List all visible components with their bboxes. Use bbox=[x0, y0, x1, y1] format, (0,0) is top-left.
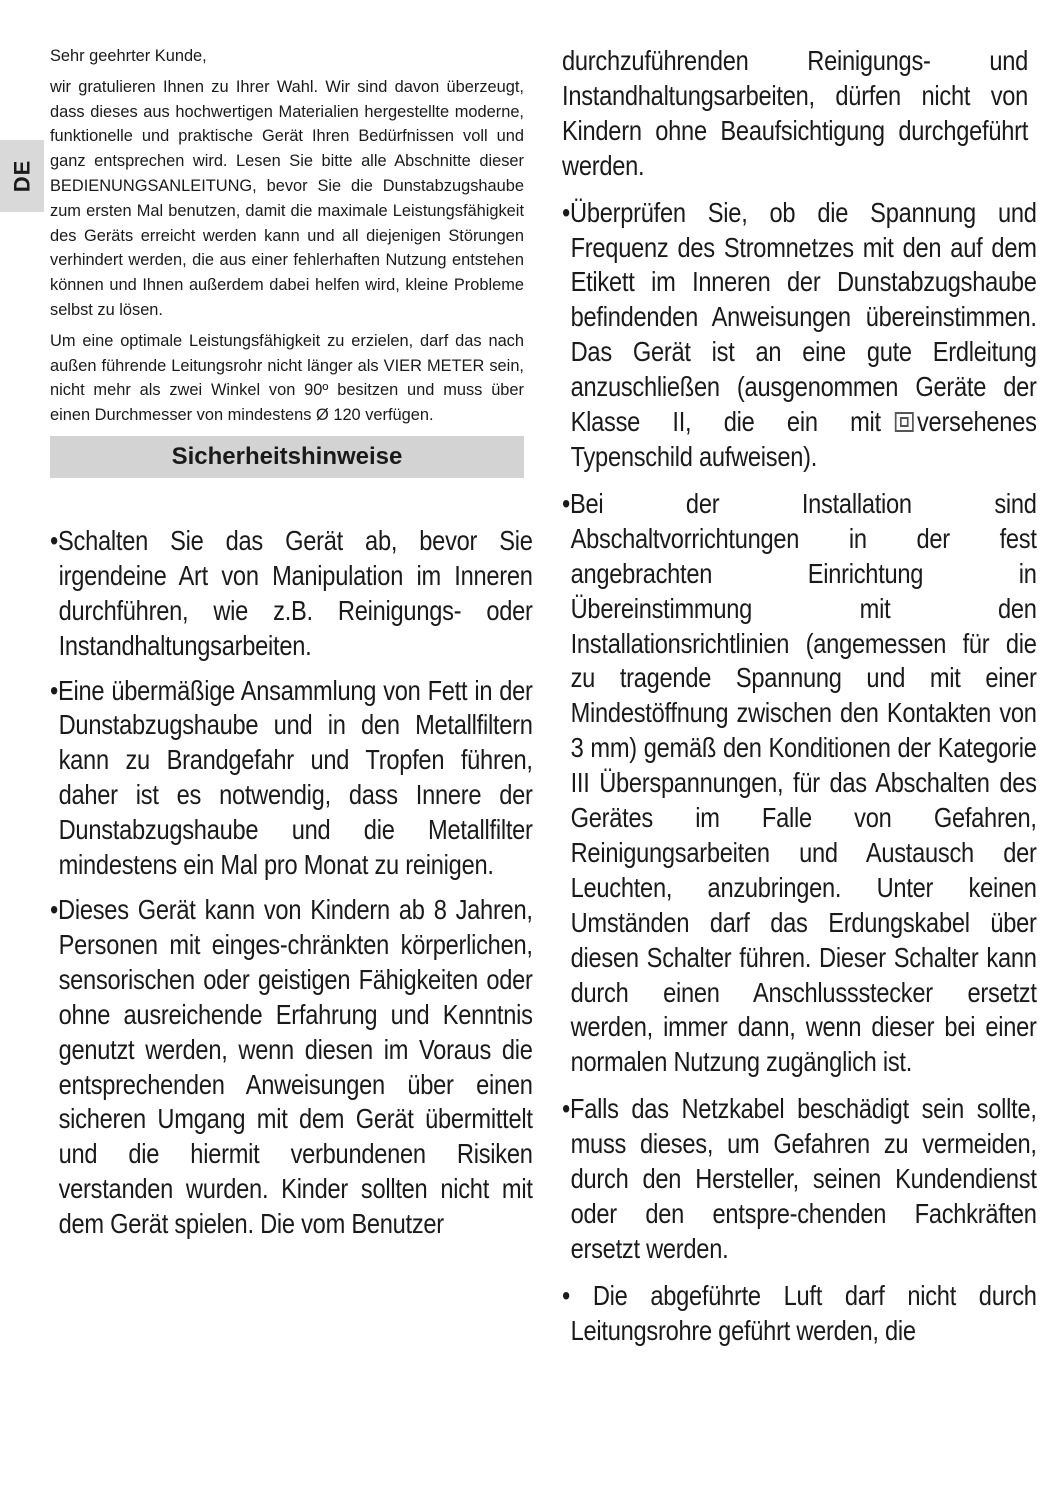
safety-bullet-voltage bbox=[562, 196, 1037, 475]
safety-bullet-exhaust-air: • Die abgeführte Luft darf nicht durch Leitungsrohre geführt werden, die bbox=[562, 1279, 1037, 1346]
class-ii-symbol-icon bbox=[895, 412, 914, 432]
intro-paragraph-1: wir gratulieren Ihnen zu Ihrer Wahl. Wir sind davon überzeugt, dass dieses aus hochwertigen Materialien hergestellte moderne, funktionelle und praktische Gerät Ihren Bedürfnissen voll und ganz entsprechen wird. Lesen Sie bitte alle Abschnitte dieser BEDIENUNGSANLEITUNG, bevor Sie die Dunstabzugshaube zum ersten Mal benutzen, damit die maximale Leistungsfähigkeit des Geräts erreicht werden kann und all diejenigen Störungen verhindert werden, die aus einer fehlerhaften Nutzung entstehen können und Ihnen außerdem dabei helfen wird, kleine Probleme selbst zu lösen. bbox=[50, 77, 524, 319]
section-heading-safety: Sicherheitshinweise bbox=[50, 436, 524, 478]
safety-bullet-installation: •Bei der Installation sind Abschaltvorrichtungen in der fest angebrachten Einrichtung in Übereinstimmung mit den Installationsrichtlinien (angemessen für die zu tragende Spannung und mit einer Mindestöffnung zwischen den Kontakten von 3 mm) gemäß den Konditionen der Kategorie III Überspannungen, für das Abschalten des Gerätes im Falle von Gefahren, Reinigungsarbeiten und Austausch der Leuchten, anzubringen. Unter keinen Umständen darf das Erdungskabel über diesen Schalter führen. Dieser Schalter kann durch einen Anschlussstecker ersetzt werden, immer dann, wenn dieser bei einer normalen Nutzung zugänglich ist. bbox=[562, 487, 1037, 1078]
safety-bullets-left bbox=[50, 524, 533, 1242]
language-tab-label: DE bbox=[9, 159, 34, 193]
safety-bullet-children: •Dieses Gerät kann von Kindern ab 8 Jahren, Personen mit einges-chränkten körperlichen, sensorischen oder geistigen Fähigkeiten oder ohne ausreichende Erfahrung und Kenntnis genutzt werden, wenn diesen im Voraus die entsprechenden Anweisungen über einen sicheren Umgang mit dem Gerät übermittelt und die hiermit verbundenen Risiken verstanden wurden. Kinder sollten nicht mit dem Gerät spielen. Die vom Benutzer bbox=[50, 894, 533, 1240]
safety-bullet-grease: •Eine übermäßige Ansammlung von Fett in der Dunstabzugshaube und in den Metallfiltern kann zu Brandgefahr und Tropfen führen, daher ist es notwendig, dass Innere der Dunstabzugshaube und die Metallfilter mindestens ein Mal pro Monat zu reinigen. bbox=[50, 674, 533, 881]
voltage-text-b: versehenes Typenschild aufweisen). bbox=[570, 406, 1037, 472]
right-column bbox=[562, 44, 1037, 1361]
safety-bullet-power-cord: •Falls das Netzkabel beschädigt sein sollte, muss dieses, um Gefahren zu vermeiden, durch den Hersteller, seinen Kundendienst oder den entspre-chenden Fachkräften ersetzt werden. bbox=[562, 1093, 1037, 1264]
language-tab bbox=[0, 140, 44, 212]
greeting: Sehr geehrter Kunde, bbox=[50, 47, 207, 65]
safety-bullet-switch-off: •Schalten Sie das Gerät ab, bevor Sie irgendeine Art von Manipulation im Inneren durchführen, wie z.B. Reinigungs- oder Instandhaltungsarbeiten. bbox=[50, 524, 533, 661]
intro-paragraph-2: Um eine optimale Leistungsfähigkeit zu erzielen, darf das nach außen führende Leitungsrohr nicht länger als VIER METER sein, nicht mehr als zwei Winkel von 90º besitzen und muss über einen Durchmesser von mindestens Ø 120 verfügen. bbox=[50, 331, 524, 425]
left-column bbox=[50, 44, 533, 1252]
voltage-text-a: •Überprüfen Sie, ob die Spannung und Frequenz des Stromnetzes mit den auf dem Etikett im Inneren der Dunstabzugshaube befindenden Anweisungen übereinstimmen. Das Gerät ist an eine gute Erdleitung anzuschließen (ausgenommen Geräte der Klasse II, die ein mit bbox=[562, 196, 1037, 438]
safety-continuation: durchzuführenden Reinigungs- und Instandhaltungsarbeiten, dürfen nicht von Kindern ohne Beaufsichtigung durchgeführt werden. bbox=[562, 45, 1029, 181]
intro-section bbox=[50, 44, 524, 428]
